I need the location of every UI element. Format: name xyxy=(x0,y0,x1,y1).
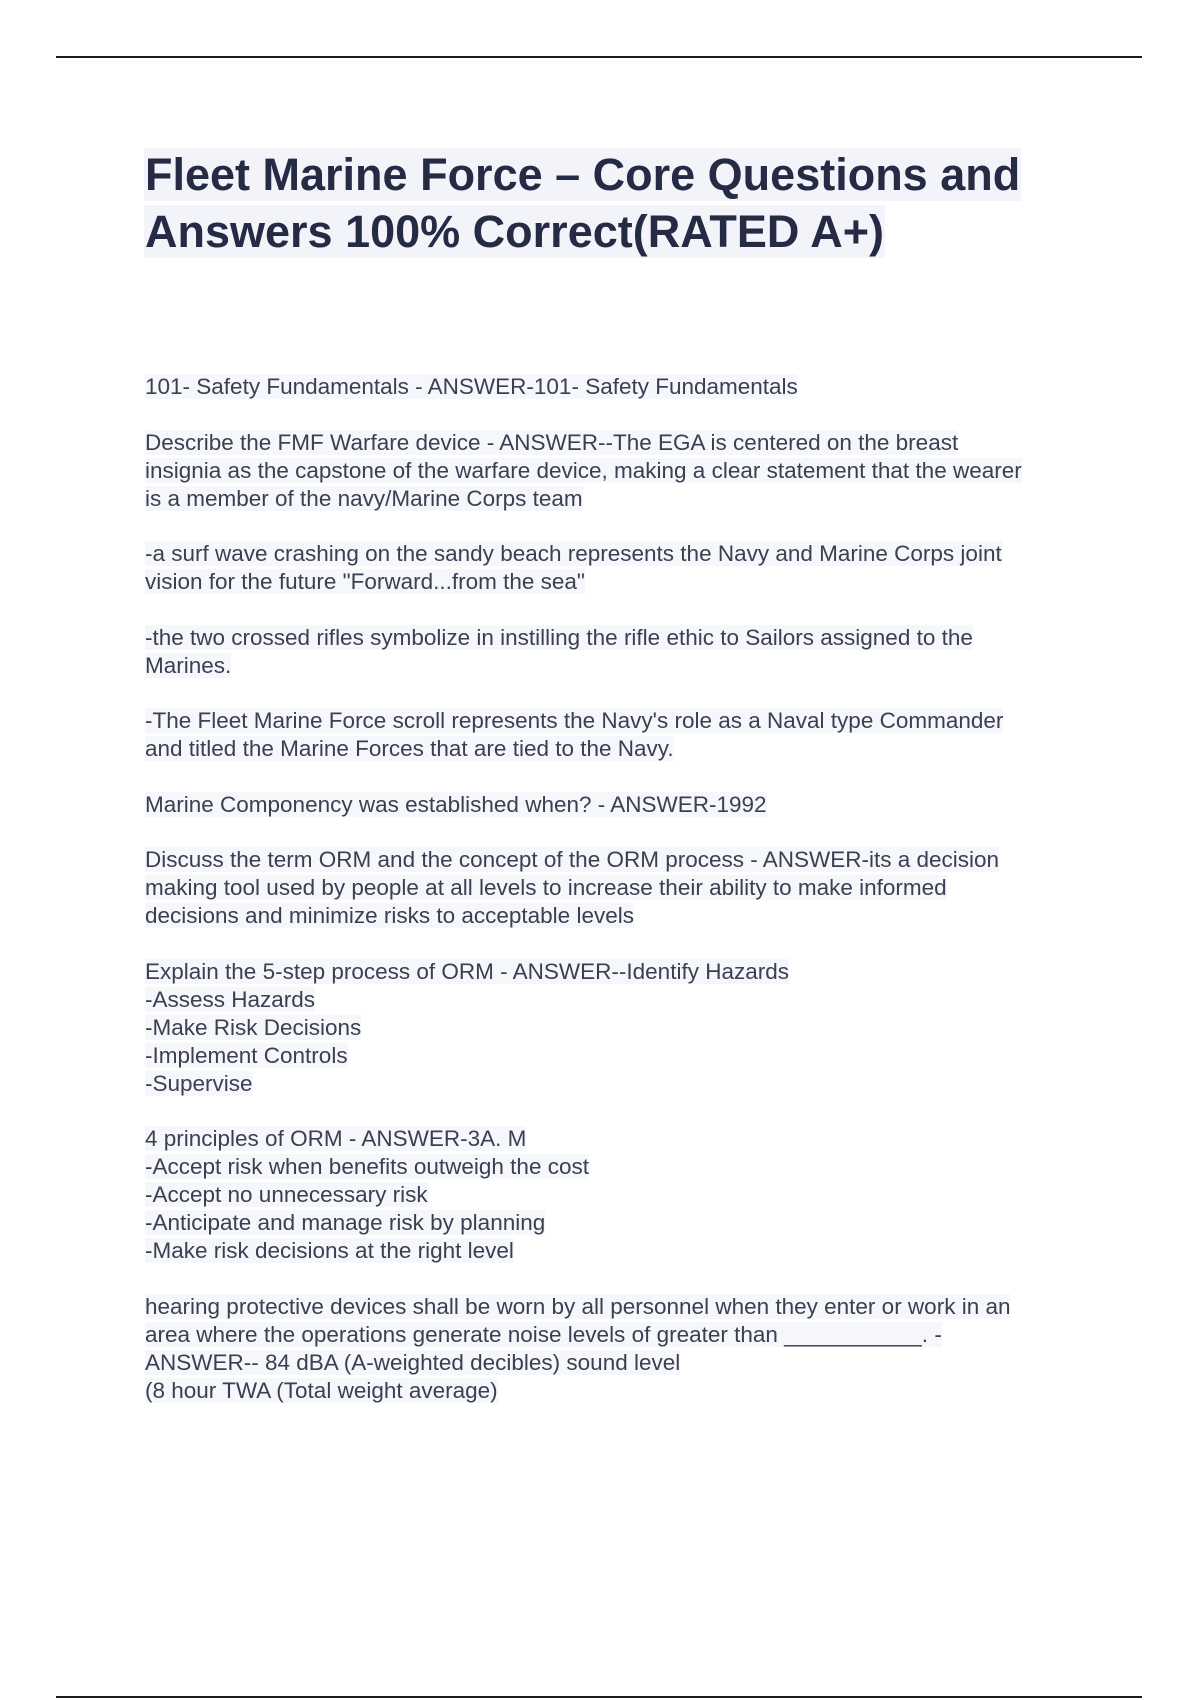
text-line xyxy=(145,1070,1090,1098)
qa-paragraph xyxy=(145,1125,1090,1265)
bottom-rule xyxy=(56,1696,1142,1698)
document-body xyxy=(145,146,1090,1432)
text-line-content: -a surf wave crashing on the sandy beach represents the Navy and Marine Corps joint xyxy=(145,541,1002,566)
document-title xyxy=(145,146,1090,260)
text-line-content: -Accept risk when benefits outweigh the cost xyxy=(145,1154,589,1179)
qa-paragraph xyxy=(145,429,1090,513)
text-line xyxy=(145,902,1090,930)
text-line-content: and titled the Marine Forces that are tied to the Navy. xyxy=(145,736,674,761)
qa-paragraph xyxy=(145,707,1090,763)
text-line-content: -the two crossed rifles symbolize in instilling the rifle ethic to Sailors assigned to the xyxy=(145,624,973,650)
text-line xyxy=(145,986,1090,1014)
text-line xyxy=(145,373,1090,401)
text-line-content: making tool used by people at all levels to increase their ability to make informed xyxy=(145,875,947,900)
text-line-content: (8 hour TWA (Total weight average) xyxy=(145,1377,498,1403)
title-line: Answers 100% Correct(RATED A+) xyxy=(145,206,884,257)
text-line-content: -Supervise xyxy=(145,1070,253,1096)
text-line xyxy=(145,624,1090,652)
qa-paragraph xyxy=(145,846,1090,930)
text-line xyxy=(145,1042,1090,1070)
text-line-content: ANSWER-- 84 dBA (A-weighted decibles) sound level xyxy=(145,1349,681,1375)
text-line xyxy=(145,735,1090,763)
qa-paragraph xyxy=(145,958,1090,1098)
text-line-content: insignia as the capstone of the warfare device, making a clear statement that the wearer xyxy=(145,457,1022,483)
text-line-content: -Make risk decisions at the right level xyxy=(145,1238,514,1263)
text-line-content: decisions and minimize risks to acceptable levels xyxy=(145,903,634,928)
top-rule xyxy=(56,56,1142,58)
text-line xyxy=(145,1293,1090,1321)
text-line-content: 101- Safety Fundamentals - ANSWER-101- Safety Fundamentals xyxy=(145,374,798,399)
text-line xyxy=(145,791,1090,819)
text-line-content: Describe the FMF Warfare device - ANSWER--The EGA is centered on the breast xyxy=(145,429,959,455)
qa-paragraph xyxy=(145,624,1090,680)
text-line xyxy=(145,1209,1090,1237)
text-line-content: hearing protective devices shall be worn by all personnel when they enter or work in an xyxy=(145,1293,1011,1319)
text-line-content: Marine Componency was established when? - ANSWER-1992 xyxy=(145,791,767,817)
text-line xyxy=(145,1125,1090,1153)
text-line-content: area where the operations generate noise levels of greater than ___________. - xyxy=(145,1321,942,1347)
qa-paragraph xyxy=(145,373,1090,401)
text-line-content: -The Fleet Marine Force scroll represents the Navy's role as a Naval type Commander xyxy=(145,708,1004,733)
text-line-content: -Implement Controls xyxy=(145,1042,348,1068)
text-line xyxy=(145,874,1090,902)
qa-paragraph xyxy=(145,791,1090,819)
text-line-content: Explain the 5-step process of ORM - ANSWER--Identify Hazards xyxy=(145,958,789,984)
text-line xyxy=(145,1377,1090,1405)
text-line xyxy=(145,1153,1090,1181)
text-line-content: Marines. xyxy=(145,652,232,678)
text-line xyxy=(145,652,1090,680)
text-line xyxy=(145,1349,1090,1377)
text-line xyxy=(145,1237,1090,1265)
text-line xyxy=(145,1321,1090,1349)
text-line-content: vision for the future "Forward...from the sea" xyxy=(145,569,585,594)
text-line xyxy=(145,1014,1090,1042)
qa-paragraph xyxy=(145,1293,1090,1405)
text-line xyxy=(145,958,1090,986)
text-line xyxy=(145,1181,1090,1209)
text-line-content: Discuss the term ORM and the concept of the ORM process - ANSWER-its a decision xyxy=(145,847,1000,872)
text-line-content: -Make Risk Decisions xyxy=(145,1014,362,1040)
title-line: Fleet Marine Force – Core Questions and xyxy=(145,149,1021,200)
text-line-content: -Anticipate and manage risk by planning xyxy=(145,1210,546,1235)
text-line xyxy=(145,540,1090,568)
qa-paragraph xyxy=(145,540,1090,596)
text-line xyxy=(145,846,1090,874)
text-line xyxy=(145,429,1090,457)
text-line-content: is a member of the navy/Marine Corps team xyxy=(145,485,583,511)
text-line xyxy=(145,568,1090,596)
text-line xyxy=(145,485,1090,513)
text-line-content: -Assess Hazards xyxy=(145,986,316,1012)
qa-list xyxy=(145,373,1090,1405)
text-line xyxy=(145,707,1090,735)
text-line-content: 4 principles of ORM - ANSWER-3A. M xyxy=(145,1126,527,1151)
text-line-content: -Accept no unnecessary risk xyxy=(145,1182,428,1207)
text-line xyxy=(145,457,1090,485)
